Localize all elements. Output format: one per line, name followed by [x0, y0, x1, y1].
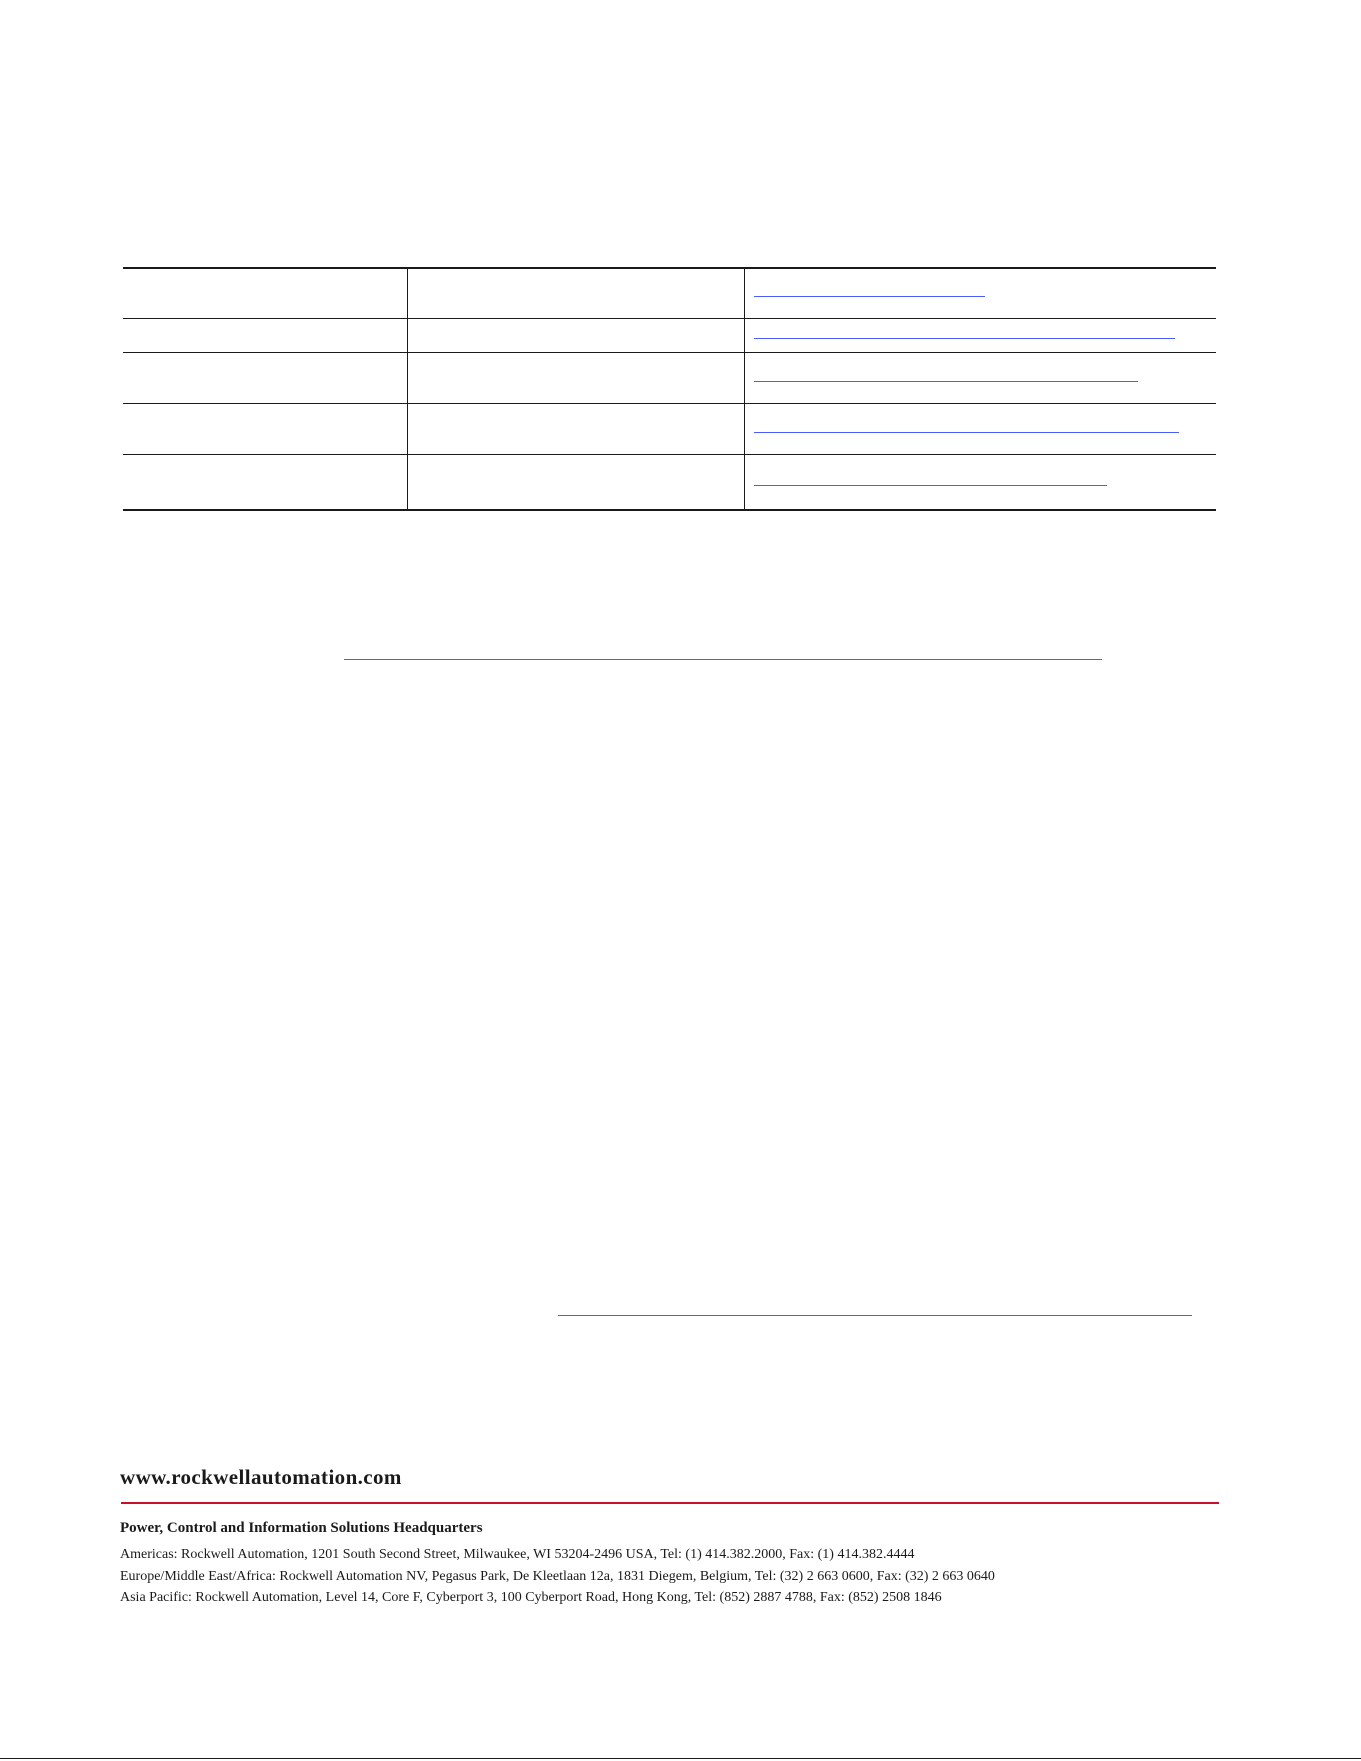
page-bottom-rule	[0, 1758, 1361, 1759]
table-bottom-rule	[123, 509, 1216, 511]
table-column-divider	[407, 268, 408, 510]
table-top-rule	[123, 267, 1216, 269]
table-row-divider	[123, 403, 1216, 404]
website-url[interactable]: www.rockwellautomation.com	[120, 1465, 402, 1489]
table-column-divider	[744, 268, 745, 510]
asia-pacific-address: Asia Pacific: Rockwell Automation, Level 14, Core F, Cyberport 3, 100 Cyberport Road, Hong Kong, Tel: (852) 2887 4788, Fax: (852) 2508 1846	[120, 1590, 942, 1605]
table-link[interactable]	[754, 296, 985, 297]
table-link[interactable]	[754, 381, 1138, 382]
table-row-divider	[123, 318, 1216, 319]
table-row-divider	[123, 454, 1216, 455]
footer-red-rule	[121, 1502, 1219, 1504]
headquarters-title: Power, Control and Information Solutions Headquarters	[120, 1520, 483, 1536]
table-link[interactable]	[754, 432, 1179, 433]
americas-address: Americas: Rockwell Automation, 1201 South Second Street, Milwaukee, WI 53204-2496 USA, Tel: (1) 414.382.2000, Fax: (1) 414.382.4444	[120, 1547, 915, 1562]
body-link[interactable]	[558, 1315, 1192, 1316]
table-row-divider	[123, 352, 1216, 353]
body-link[interactable]	[344, 659, 1102, 660]
table-link[interactable]	[754, 485, 1107, 486]
table-link[interactable]	[754, 338, 1175, 339]
emea-address: Europe/Middle East/Africa: Rockwell Automation NV, Pegasus Park, De Kleetlaan 12a, 1831 Diegem, Belgium, Tel: (32) 2 663 0600, Fax: (32) 2 663 0640	[120, 1569, 995, 1584]
